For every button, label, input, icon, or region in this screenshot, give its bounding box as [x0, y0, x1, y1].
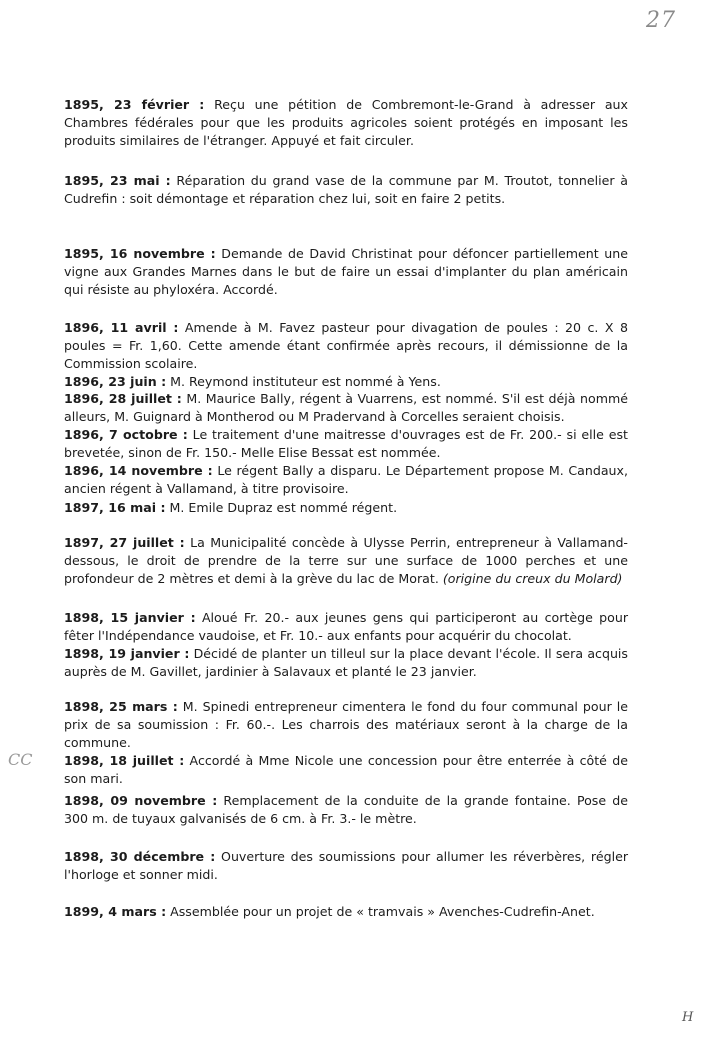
- entry-text: M. Maurice Bally, régent à Vuarrens, est nommé. S'il est déjà nommé alleurs, M. Guignard à Montherod ou M Pradervand à Corcelles seraient choisis.: [64, 391, 628, 424]
- chronicle-entry: [64, 903, 628, 921]
- entry-text: M. Reymond instituteur est nommé à Yens.: [166, 374, 441, 389]
- entry-text: Accordé à Mme Nicole une concession pour être enterrée à côté de son mari.: [64, 753, 628, 786]
- entry-date: 1897, 27 juillet :: [64, 535, 185, 550]
- entry-date: 1898, 30 décembre :: [64, 849, 216, 864]
- chronicle-entry: [64, 848, 628, 884]
- entry-text: Assemblée pour un projet de « tramvais » Avenches-Cudrefin-Anet.: [166, 904, 595, 919]
- entry-text: Reçu une pétition de Combremont-le-Grand à adresser aux Chambres fédérales pour que les produits agricoles soient protégés en imposant les produits similaires de l'étranger. Appuyé et fait circuler.: [64, 97, 628, 148]
- chronicle-entry: [64, 609, 628, 645]
- entry-text: La Municipalité concède à Ulysse Perrin, entrepreneur à Vallamand-dessous, le droit de prendre de la terre sur une surface de 1000 perches et une profondeur de 2 mètres et demi à la grève du lac de Morat.: [64, 535, 628, 586]
- entry-date: 1895, 23 mai :: [64, 173, 171, 188]
- entry-date: 1898, 09 novembre :: [64, 793, 218, 808]
- chronicle-entry: [64, 426, 628, 462]
- entry-date: 1898, 18 juillet :: [64, 753, 185, 768]
- entry-text: Demande de David Christinat pour défoncer partiellement une vigne aux Grandes Marnes dans le but de faire un essai d'implanter du plan américain qui résiste au phyloxéra. Accordé.: [64, 246, 628, 297]
- entry-date: 1896, 28 juillet :: [64, 391, 182, 406]
- entry-date: 1898, 19 janvier :: [64, 646, 190, 661]
- entry-text: Remplacement de la conduite de la grande fontaine. Pose de 300 m. de tuyaux galvanisés de 6 cm. à Fr. 3.- le mètre.: [64, 793, 629, 826]
- entry-text: Aloué Fr. 20.- aux jeunes gens qui participeront au cortège pour fêter l'Indépendance vaudoise, et Fr. 10.- aux enfants pour acquérir du chocolat.: [64, 610, 629, 643]
- entry-text: Le régent Bally a disparu. Le Département propose M. Candaux, ancien régent à Vallamand, à titre provisoire.: [64, 463, 628, 496]
- chronicle-entry: [64, 499, 628, 517]
- entry-text: Le traitement d'une maitresse d'ouvrages est de Fr. 200.- si elle est brevetée, sinon de Fr. 150.- Melle Elise Bessat est nommée.: [64, 427, 628, 460]
- entry-date: 1895, 16 novembre :: [64, 246, 216, 261]
- chronicle-entry: [64, 792, 628, 828]
- chronicle-entry: [64, 172, 628, 208]
- chronicle-entry: [64, 319, 628, 372]
- entry-date: 1898, 25 mars :: [64, 699, 178, 714]
- margin-note: CC: [8, 750, 33, 769]
- chronicle-entry: [64, 390, 628, 426]
- entry-text: Réparation du grand vase de la commune par M. Troutot, tonnelier à Cudrefin : soit démontage et réparation chez lui, soit en faire 2 petits.: [64, 173, 628, 206]
- entry-date: 1896, 14 novembre :: [64, 463, 213, 478]
- chronicle-entry: [64, 645, 628, 681]
- chronicle-entry: [64, 373, 628, 391]
- chronicle-entry: [64, 96, 628, 149]
- chronicle-entry: [64, 698, 628, 751]
- entry-text: Amende à M. Favez pasteur pour divagation de poules : 20 c. X 8 poules = Fr. 1,60. Cette amende étant confirmée après recours, il démissionne de la Commission scolaire.: [64, 320, 628, 371]
- entry-date: 1899, 4 mars :: [64, 904, 167, 919]
- entry-text: Décidé de planter un tilleul sur la place devant l'école. Il sera acquis auprès de M. Gavillet, jardinier à Salavaux et planté le 23 janvier.: [64, 646, 628, 679]
- entry-date: 1895, 23 février :: [64, 97, 205, 112]
- entry-text: Ouverture des soumissions pour allumer les réverbères, régler l'horloge et sonner midi.: [64, 849, 628, 882]
- chronicle-entry: [64, 245, 628, 298]
- footer-mark: H: [682, 1010, 694, 1025]
- chronicle-entry: [64, 534, 628, 587]
- entry-date: 1896, 7 octobre :: [64, 427, 188, 442]
- entry-text: M. Spinedi entrepreneur cimentera le fond du four communal pour le prix de sa soumission : Fr. 60.-. Les charrois des matériaux seront à la charge de la commune.: [64, 699, 628, 750]
- entry-date: 1896, 23 juin :: [64, 374, 167, 389]
- entry-date: 1897, 16 mai :: [64, 500, 166, 515]
- entry-text: M. Emile Dupraz est nommé régent.: [165, 500, 398, 515]
- entry-date: 1898, 15 janvier :: [64, 610, 196, 625]
- entry-date: 1896, 11 avril :: [64, 320, 179, 335]
- page-number: 27: [646, 8, 676, 33]
- chronicle-entry: [64, 752, 628, 788]
- entry-note: (origine du creux du Molard): [438, 570, 623, 586]
- chronicle-entry: [64, 462, 628, 498]
